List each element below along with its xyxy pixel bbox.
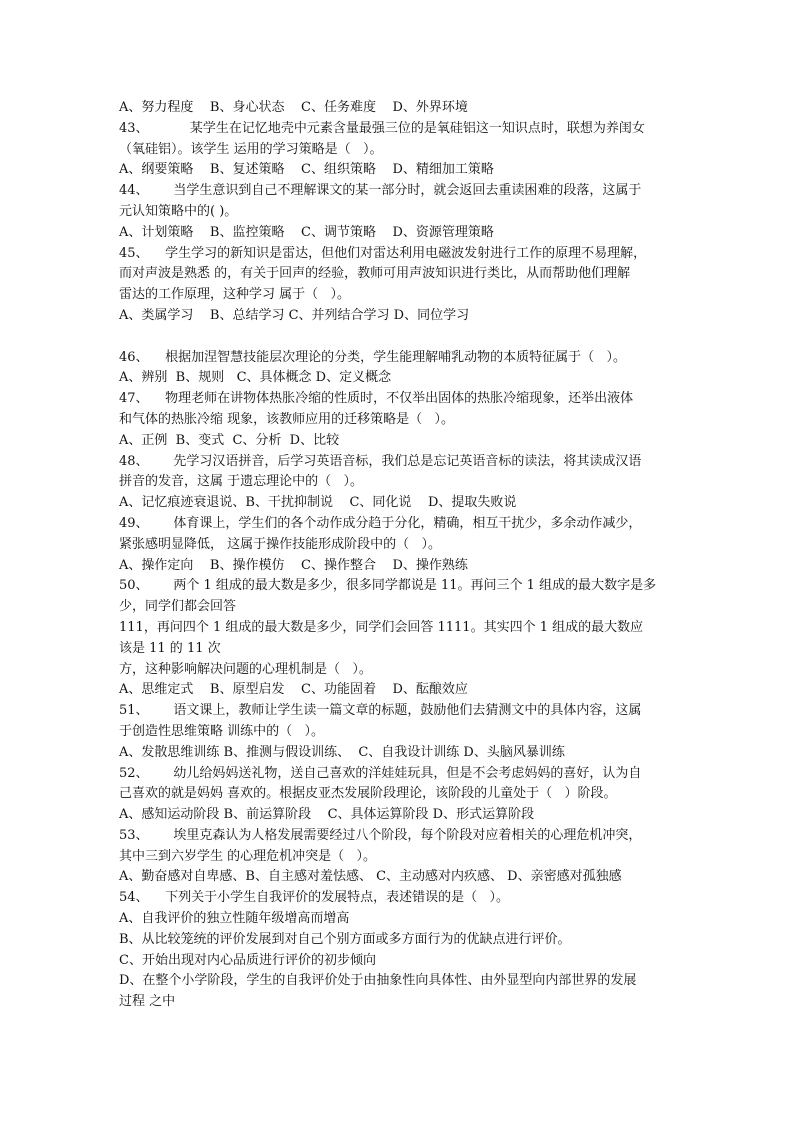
text-line: B、从比较笼统的评价发展到对自己个别方面或多方面行为的优缺点进行评价。 [119, 931, 571, 947]
text-line: 紧张感明显降低， 这属于操作技能形成阶段中的（ ）。 [119, 536, 442, 552]
text-line: A、思维定式 B、原型启发 C、功能固着 D、酝酿效应 [119, 682, 468, 698]
text-line: A、类属学习 B、总结学习 C、并列结合学习 D、同位学习 [119, 307, 470, 323]
text-line: 元认知策略中的( )。 [119, 203, 238, 219]
text-line: 51、 语文课上，教师让学生读一篇文章的标题，鼓励他们去猜测文中的具体内容，这属 [119, 703, 642, 719]
text-line: 48、 先学习汉语拼音，后学习英语音标，我们总是忘记英语音标的读法，将其读成汉语 [119, 453, 642, 469]
text-line: 和气体的热胀冷缩 现象，该教师应用的迁移策略是（ ）。 [119, 411, 455, 427]
text-line: A、操作定向 B、操作模仿 C、操作整合 D、操作熟练 [119, 557, 468, 573]
text-line: A、纲要策略 B、复述策略 C、组织策略 D、精细加工策略 [119, 162, 494, 178]
text-line: 过程 之中 [119, 994, 176, 1010]
text-line: 方，这种影响解决问题的心理机制是（ ）。 [119, 661, 372, 677]
text-line: 47、 物理老师在讲物体热胀冷缩的性质时，不仅举出固体的热胀冷缩现象，还举出液体 [119, 391, 634, 407]
text-line: C、开始出现对内心品质进行评价的初步倾向 [119, 952, 376, 968]
blank-line [119, 327, 679, 348]
text-line: 而对声波是熟悉 的，有关于回声的经验，教师可用声波知识进行类比，从而帮助他们理解 [119, 266, 631, 282]
text-line: 43、 某学生在记忆地壳中元素含量最强三位的是氧硅铝这一知识点时，联想为养闺女 [119, 120, 645, 136]
text-line: 己喜欢的就是妈妈 喜欢的。根据皮亚杰发展阶段理论，该阶段的儿童处于（ ）阶段。 [119, 786, 617, 802]
text-line: 52、 幼儿给妈妈送礼物，送自己喜欢的洋娃娃玩具，但是不会考虑妈妈的喜好，认为自 [119, 765, 642, 781]
text-line: （氧硅铝）。该学生 运用的学习策略是（ ）。 [119, 141, 383, 157]
question-text-block [119, 98, 679, 1013]
text-line: 44、 当学生意识到自己不理解课文的某一部分时，就会返回去重读困难的段落，这属于 [119, 183, 642, 199]
text-line: 111，再问四个 1 组成的最大数是多少，同学们会回答 1111。其实四个 1 组成的最大数应 [119, 619, 644, 635]
text-line: 其中三到六岁学生 的心理危机冲突是（ ）。 [119, 848, 377, 864]
text-line: A、正例 B、变式 C、分析 D、比较 [119, 432, 340, 448]
text-line: 49、 体育课上，学生们的各个动作成分趋于分化，精确，相互干扰少，多余动作减少， [119, 515, 642, 531]
text-line: A、辨别 B、规则 C、具体概念 D、定义概念 [119, 370, 392, 386]
text-line: A、计划策略 B、监控策略 C、调节策略 D、资源管理策略 [119, 224, 494, 240]
text-line: A、感知运动阶段 B、前运算阶段 C、具体运算阶段 D、形式运算阶段 [119, 807, 535, 823]
text-line: 53、 埃里克森认为人格发展需要经过八个阶段，每个阶段对应着相关的心理危机冲突， [119, 827, 642, 843]
text-line: A、自我评价的独立性随年级增高而增高 [119, 911, 350, 927]
text-line: 45、 学生学习的新知识是雷达，但他们对雷达利用电磁波发射进行工作的原理不易理解， [119, 245, 647, 261]
text-line: 46、 根据加涅智慧技能层次理论的分类，学生能理解哺乳动物的本质特征属于（ ）。 [119, 349, 626, 365]
text-line: 雷达的工作原理，这种学习 属于（ ）。 [119, 287, 351, 303]
text-line: 54、 下列关于小学生自我评价的发展特点，表述错误的是（ ）。 [119, 890, 509, 906]
text-line: A、勤奋感对自卑感、B、自主感对羞怯感、 C、主动感对内疚感、 D、亲密感对孤独感 [119, 869, 622, 885]
text-line: 少，同学们都会回答 [119, 599, 237, 615]
text-line: A、记忆痕迹衰退说、B、干扰抑制说 C、同化说 D、提取失败说 [119, 495, 517, 511]
text-line: 该是 11 的 11 次 [119, 640, 221, 656]
text-line: A、努力程度 B、身心状态 C、任务难度 D、外界环境 [119, 100, 468, 115]
text-line: 拼音的发音，这属 于遗忘理论中的（ ）。 [119, 474, 364, 490]
text-line: A、发散思维训练 B、推测与假设训练、 C、自我设计训练 D、头脑风暴训练 [119, 744, 565, 760]
text-line: D、在整个小学阶段，学生的自我评价处于由抽象性向具体性、由外显型向内部世界的发展 [119, 973, 637, 989]
text-line: 50、 两个 1 组成的最大数是多少，很多同学都说是 11。再问三个 1 组成的最大数字是多 [119, 578, 657, 594]
text-line: 于创造性思维策略 训练中的（ ）。 [119, 723, 325, 739]
